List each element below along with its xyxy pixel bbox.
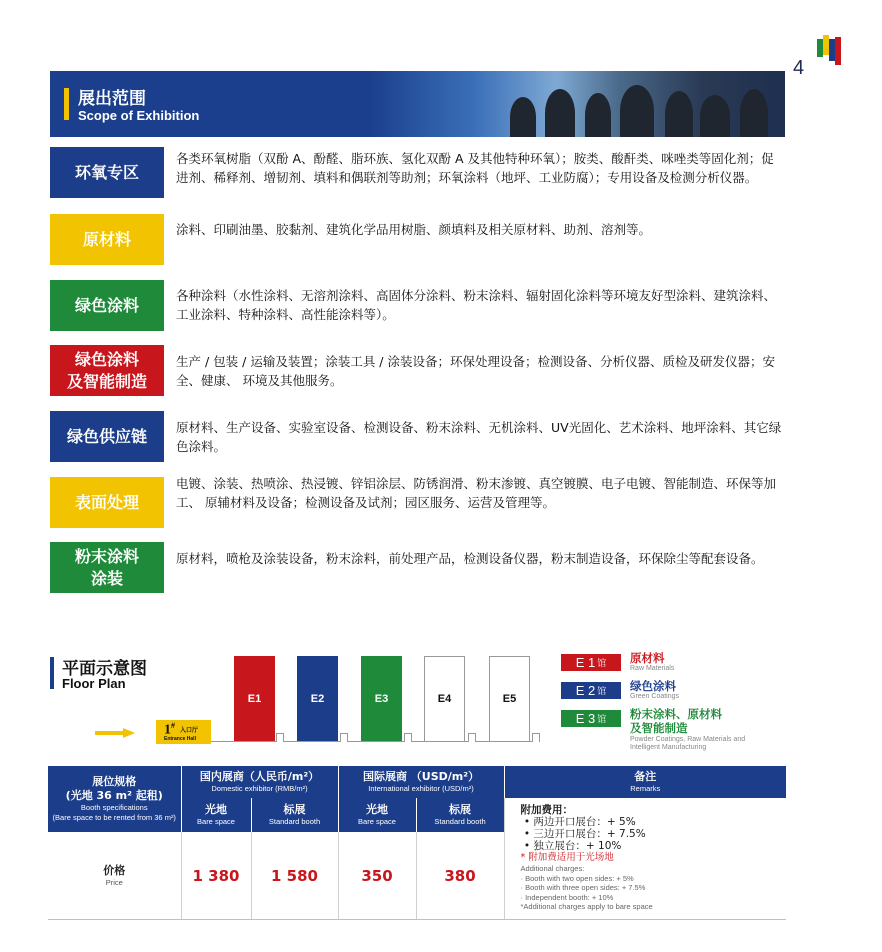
table-bottom-rule [48,919,786,920]
hall-e1: E1 [234,656,275,742]
subheader-domestic-standard: 标展 Standard booth [251,798,338,832]
legend-badge-e3: E 3 馆 [561,710,621,727]
page-number: 4 [793,57,805,79]
legend-label-e2-en: Green Coatings [630,693,680,700]
floor-plan-baseline [205,741,540,742]
international-header: 国际展商 （USD/m²） International exhibitor (USD/m²) [338,766,504,798]
hall-door [276,733,284,742]
category-desc-epoxy: 各类环氧树脂（双酚 A、酚醛、脂环族、氢化双酚 A 及其他特种环氧）；胺类、酸酐类、咪唑类等固化剂；促进剂、稀释剂、增韧剂、填料和偶联剂等助剂；环氧涂料（地坪、工业防腐）；专用设备及检测分析仪器。 [176,151,774,185]
domestic-header: 国内展商（人民币/m²） Domestic exhibitor (RMB/m²) [181,766,338,798]
legend-label-e1-en: Raw Materials [630,665,675,672]
subheader-intl-bare: 光地 Bare space [338,798,416,832]
subheader-intl-standard: 标展 Standard booth [416,798,504,832]
category-desc-surface-treatment: 电镀、涂装、热喷涂、热浸镀、锌铝涂层、防锈润滑、粉末渗镀、真空镀膜、电子电镀、智能制造、环保等加工、 原辅材料及设备；检测设备及试剂；园区服务、运营及管理等。 [176,476,777,510]
hall-e2: E2 [297,656,338,742]
entrance-arrow-icon [95,728,135,738]
brand-logo-icon [817,33,841,69]
spec-header: 展位规格 (光地 36 m² 起租) Booth specifications (Bare space to be rented from 36 m²) [52,775,176,822]
category-label-supply-chain: 绿色供应链 [50,411,164,462]
legend-badge-e1: E 1 馆 [561,654,621,671]
banner-title: 展出范围 [78,89,146,109]
remarks-header: 备注 Remarks [504,766,786,798]
category-desc-powder-coating: 原材料，喷枪及涂装设备，粉末涂料，前处理产品，检测设备仪器，粉末制造设备，环保除尘等配套设备。 [176,551,764,566]
entrance-label-zh: 入口厅 [180,727,199,734]
category-desc-supply-chain: 原材料、生产设备、实验室设备、检测设备、粉末涂料、无机涂料、UV光固化、艺术涂料、地坪涂料、其它绿色涂料。 [176,420,782,454]
hall-e5: E5 [489,656,530,742]
hall-door [404,733,412,742]
legend-badge-e2: E 2 馆 [561,682,621,699]
hall-door [468,733,476,742]
category-desc-green-coatings: 各种涂料（水性涂料、无溶剂涂料、高固体分涂料、粉末涂料、辐射固化涂料等环境友好型涂料、建筑涂料、工业涂料、特种涂料、高性能涂料等）。 [176,288,777,322]
price-domestic-standard: 1 580 [251,832,338,919]
hall-door [340,733,348,742]
floor-plan-title: 平面示意图 [62,659,147,679]
scope-banner [50,71,785,137]
subheader-domestic-bare: 光地 Bare space [181,798,251,832]
category-label-epoxy: 环氧专区 [50,147,164,198]
legend-label-e2: 绿色涂料 [630,679,676,693]
category-label-surface-treatment: 表面处理 [50,477,164,528]
floor-plan-accent-bar [50,657,54,689]
price-intl-standard: 380 [416,832,504,919]
category-label-green-coatings: 绿色涂料 [50,280,164,331]
entrance-hall-marker [156,720,211,744]
exhibition-photo [370,71,785,137]
remarks-cell: 附加费用： • 两边开口展台：+ 5% • 三边开口展台：+ 7.5% • 独立展台：+ 10% * 附加费适用于光场地 Additional charges: · Booth with two open sides: + 5% · Booth with three open sides: + 7.5% · Independent booth: + 10% *Additional charges apply to bare space [504,798,786,919]
category-desc-raw-materials: 涂料、印刷油墨、胶黏剂、建筑化学品用树脂、颜填料及相关原材料、助剂、溶剂等。 [176,222,652,237]
price-intl-bare: 350 [338,832,416,919]
category-label-smart-manufacturing: 绿色涂料 及智能制造 [50,345,164,396]
category-label-powder-coating: 粉末涂料 涂装 [50,542,164,593]
banner-subtitle: Scope of Exhibition [78,108,200,123]
hall-e3: E3 [361,656,402,742]
category-desc-smart-manufacturing: 生产 / 包装 / 运输及装置；涂装工具 / 涂装设备；环保处理设备；检测设备、分析仪器、质检及研发仪器；安全、健康、 环境及其他服务。 [176,354,775,388]
price-table [48,766,786,919]
banner-accent-bar [64,88,69,120]
legend-label-e1: 原材料 [630,651,665,665]
entrance-number: 1# [164,721,175,738]
hall-e4: E4 [424,656,465,742]
hall-door [532,733,540,742]
entrance-label-en: Entrance Hall [164,736,196,742]
category-label-raw-materials: 原材料 [50,214,164,265]
price-row-label: 价格 Price [103,863,126,887]
price-domestic-bare: 1 380 [181,832,251,919]
legend-label-e3-en: Powder Coatings, Raw Materials and Intelligent Manufacturing [630,736,746,751]
floor-plan-subtitle: Floor Plan [62,676,126,691]
legend-label-e3: 粉末涂料、原材料 及智能制造 [630,707,722,735]
